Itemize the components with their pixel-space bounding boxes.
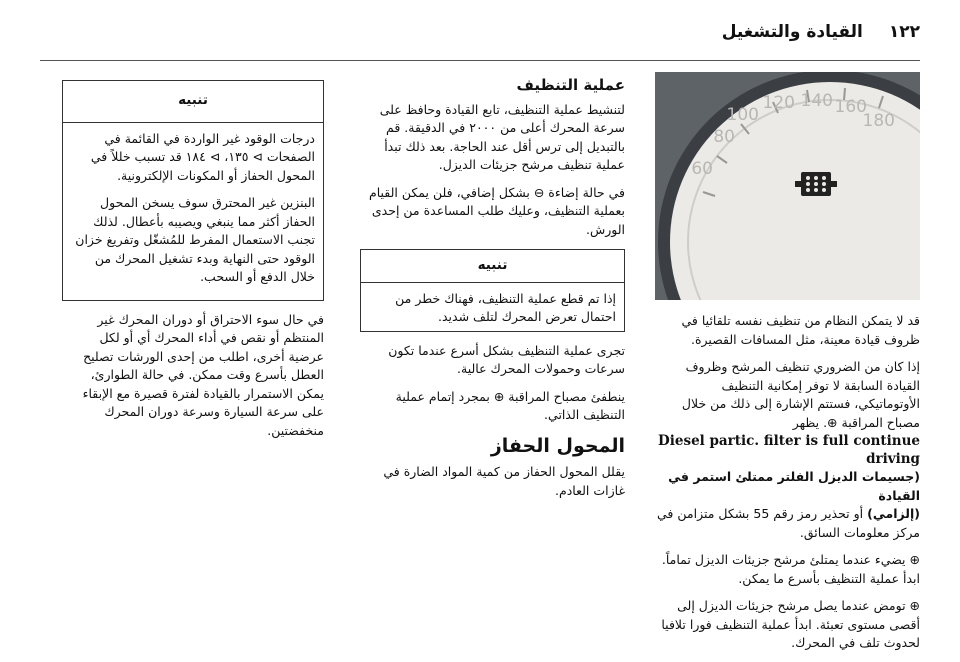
notice-title: تنبيه bbox=[361, 250, 624, 283]
diesel-particulate-filter-icon bbox=[795, 172, 837, 196]
notice-box bbox=[62, 80, 324, 301]
notice-text: البنزين غير المحترق سوف يسخن المحول الحفاز أكثر مما ينبغي ويصيبه بأعطال. لذلك تجنب الاستعمال المفرط للمُشغّل وتفريغ خزان الوقود حتى النهاية وبدء تشغيل المحرك من خلال الدفع أو السحب. bbox=[75, 195, 315, 284]
page-header bbox=[40, 18, 920, 46]
gauge-number: 160 bbox=[834, 97, 867, 117]
paragraph: ⊕ يضيء عندما يمتلئ مرشح جزيئات الديزل تماماً. ابدأ عملية التنظيف بأسرع ما يمكن. bbox=[661, 552, 920, 586]
paragraph: في حال سوء الاحتراق أو دوران المحرك غير المنتظم أو نقص في أداء المحرك أي أو لكل عرضية أخرى، اطلب من إحدى الورشات تصليح العطل بأسرع وقت ممكن. في حالة الطوارئ، يمكن الاستمرار بالقيادة لفترة قصيرة مع الإبقاء على سرعة السيارة وسرعة دوران المحرك منخفضتين. bbox=[82, 311, 324, 438]
gauge-number: 80 bbox=[713, 127, 735, 147]
notice-title: تنبيه bbox=[63, 81, 323, 123]
gauge-number: 140 bbox=[800, 91, 833, 111]
paragraph: ⊕ تومض عندما يصل مرشح جزيئات الديزل إلى أقصى مستوى تعبئة. ابدأ عملية التنظيف فورا تلافيا لحدوث تلف في المحرك. bbox=[661, 598, 920, 650]
column-left bbox=[62, 72, 324, 449]
column-right bbox=[655, 72, 920, 662]
paragraph: لتنشيط عملية التنظيف، تابع القيادة وحافظ على سرعة المحرك أعلى من ٢٠٠٠ في الدقيقة. قم بالتبديل إلى ترس أقل عند الحاجة. بعد ذلك تبدأ عملية تنظيف مرشح جزيئات الديزل. bbox=[379, 101, 625, 172]
notice-text: درجات الوقود غير الواردة في القائمة في الصفحات ⊳ ١٣٥، ⊳ ١٨٤ قد تسبب خللاً في المحول الحفاز أو المكونات الإلكترونية. bbox=[90, 130, 315, 183]
section-heading-cleaning: عملية التنظيف bbox=[516, 76, 625, 94]
notice-text: إذا تم قطع عملية التنظيف، فهناك خطر من احتمال تعرض المحرك لتلف شديد. bbox=[395, 290, 616, 324]
paragraph: في حالة إضاءة ⊖ بشكل إضافي، فلن يمكن القيام بعملية التنظيف، وعليك طلب المساعدة من إحدى الورش. bbox=[368, 184, 625, 237]
bold-mandatory: (إلزامي) bbox=[867, 506, 920, 521]
gauge-number: 180 bbox=[862, 111, 895, 131]
gauge-number: 120 bbox=[762, 93, 795, 113]
paragraph: أو تحذير رمز رقم 55 بشكل متزامن في مركز معلومات السائق. bbox=[657, 506, 920, 540]
paragraph: يقلل المحول الحفاز من كمية المواد الضارة في غازات العادم. bbox=[383, 464, 625, 498]
paragraph: إذا كان من الضروري تنظيف المرشح وظروف القيادة السابقة لا توفر إمكانية التنظيف الأوتوماتيكي، فستتم الإشارة إلى ذلك من خلال مصباح المراقبة ⊕. يظهر bbox=[681, 359, 920, 430]
column-middle bbox=[360, 72, 625, 509]
paragraph: تجرى عملية التنظيف بشكل أسرع عندما تكون سرعات وحمولات المحرك عالية. bbox=[388, 342, 625, 376]
english-message: Diesel partic. filter is full continue driving bbox=[658, 433, 920, 467]
notice-box bbox=[360, 249, 625, 332]
chapter-title: القيادة والتشغيل bbox=[721, 22, 863, 42]
section-heading-catalytic-converter: المحول الحفاز bbox=[490, 434, 625, 457]
gauge-number: 100 bbox=[726, 105, 759, 125]
paragraph: ينطفئ مصباح المراقبة ⊕ بمجرد إتمام عملية التنظيف الذاتي. bbox=[395, 388, 625, 422]
bold-message: (جسيمات الديزل الفلتر ممتلئ استمر في القيادة bbox=[668, 469, 920, 503]
gauge-number: 60 bbox=[691, 159, 713, 179]
page-number: ١٢٢ bbox=[888, 22, 920, 42]
instrument-cluster-photo bbox=[655, 72, 920, 300]
paragraph: قد لا يتمكن النظام من تنظيف نفسه تلقائيا في ظروف قيادة معينة، مثل المسافات القصيرة. bbox=[681, 313, 920, 347]
header-divider bbox=[40, 60, 920, 61]
